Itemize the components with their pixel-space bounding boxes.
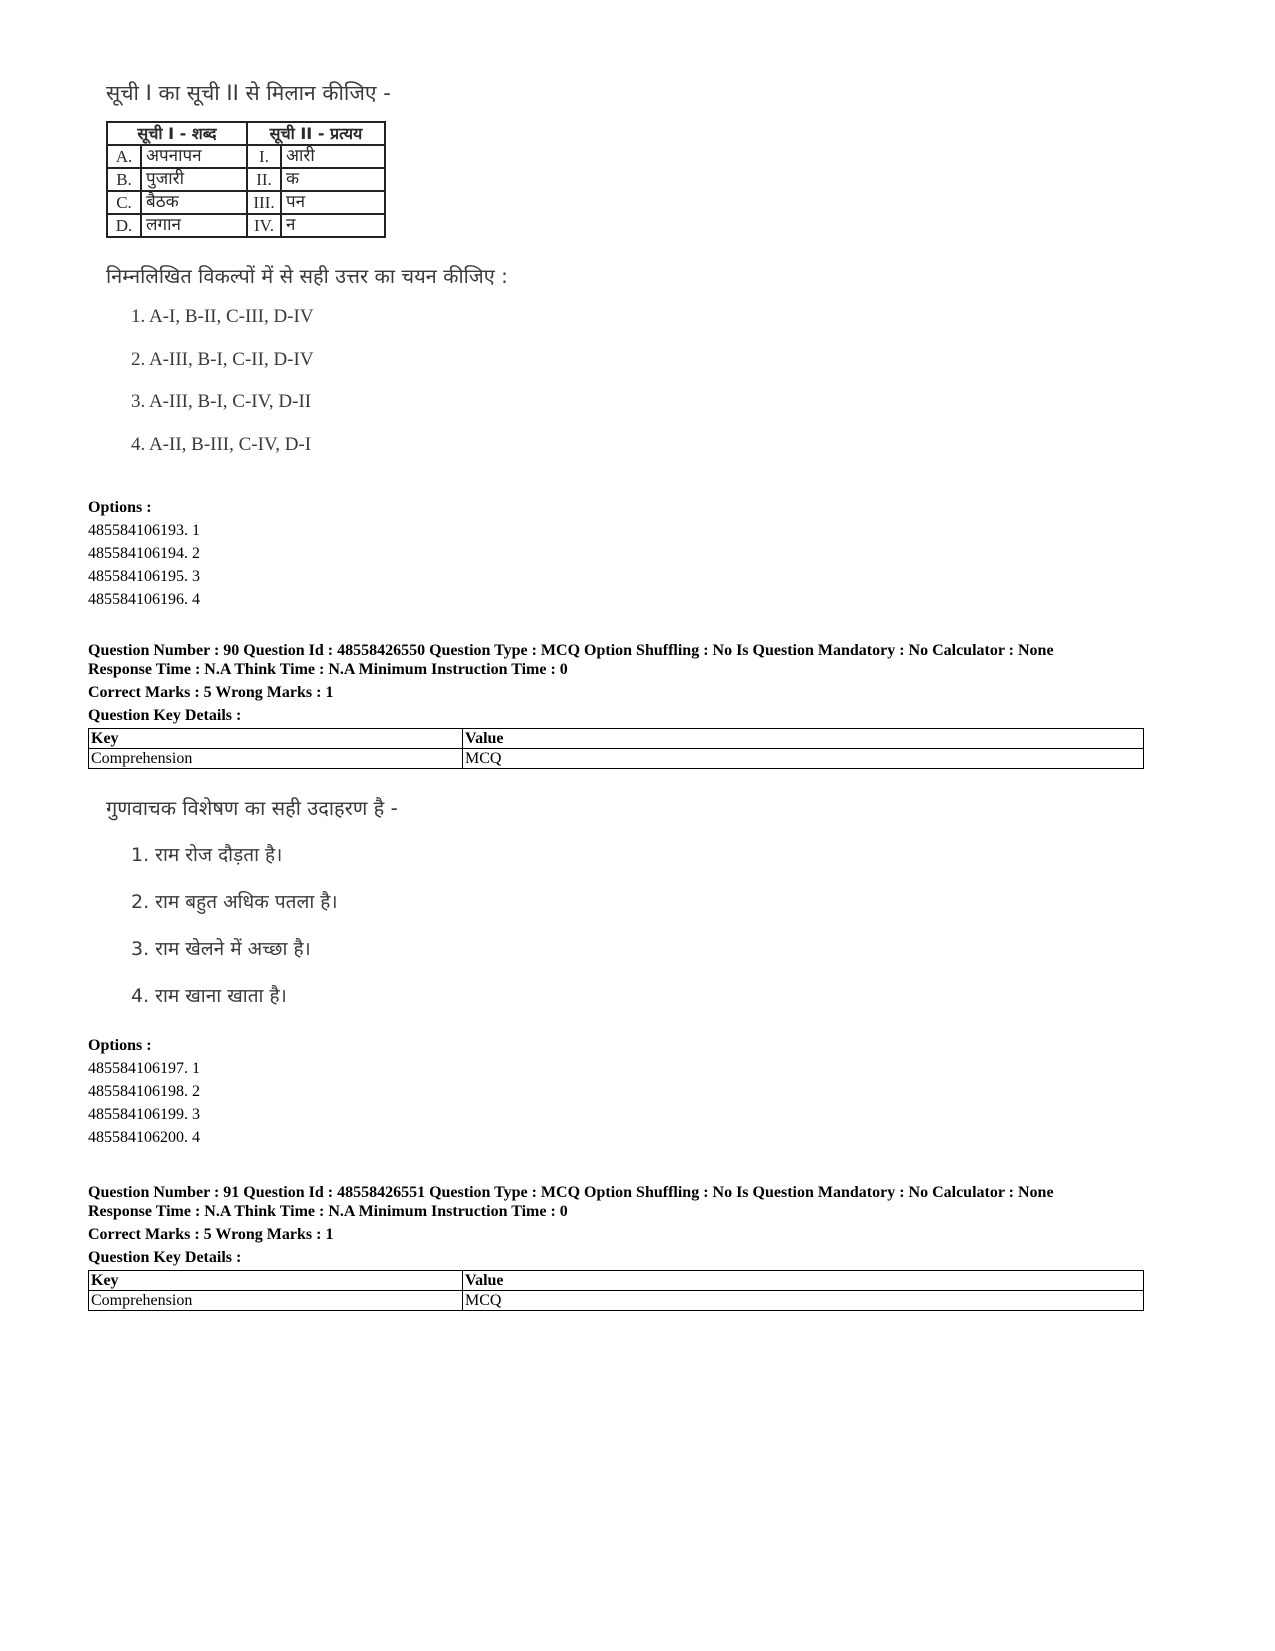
- q90-options-list: [88, 1057, 200, 1149]
- match-label: D.: [107, 214, 141, 237]
- q89-options-list: [88, 519, 200, 611]
- q89-match-table: [106, 121, 386, 238]
- kv-cell-value: MCQ: [463, 1291, 1144, 1311]
- match-suffix: न: [281, 214, 385, 237]
- match-label: II.: [247, 168, 281, 191]
- q90-stem: गुणवाचक विशेषण का सही उदाहरण है -: [106, 796, 398, 820]
- match-row: [107, 145, 385, 168]
- match-row: [107, 191, 385, 214]
- q90-choice-4: 4. राम खाना खाता है।: [131, 985, 287, 1007]
- match-word: पुजारी: [141, 168, 247, 191]
- q90-key-details-label: Question Key Details :: [88, 707, 242, 724]
- match-header-list2: सूची II - प्रत्यय: [247, 122, 385, 145]
- option-id: 485584106194. 2: [88, 545, 200, 562]
- kv-cell-key: Comprehension: [89, 1291, 463, 1311]
- q90-choice-1: 1. राम रोज दौड़ता है।: [131, 844, 283, 866]
- q91-key-table: [88, 1270, 1144, 1311]
- option-id: 485584106198. 2: [88, 1083, 200, 1100]
- match-suffix: पन: [281, 191, 385, 214]
- q90-key-table: [88, 728, 1144, 769]
- q89-choice-3: 3. A-III, B-I, C-IV, D-II: [131, 391, 312, 412]
- q91-marks: Correct Marks : 5 Wrong Marks : 1: [88, 1226, 334, 1243]
- q89-instruction: निम्नलिखित विकल्पों में से सही उत्तर का चयन कीजिए :: [106, 264, 508, 288]
- q91-key-details-label: Question Key Details :: [88, 1249, 242, 1266]
- q90-choice-3: 3. राम खेलने में अच्छा है।: [131, 938, 311, 960]
- q90-marks: Correct Marks : 5 Wrong Marks : 1: [88, 684, 334, 701]
- option-id: 485584106197. 1: [88, 1060, 200, 1077]
- q90-choice-2: 2. राम बहुत अधिक पतला है।: [131, 891, 338, 913]
- match-row: [107, 214, 385, 237]
- q91-meta-line1: Question Number : 91 Question Id : 48558426551 Question Type : MCQ Option Shuffling : No Is Question Mandatory : No Calculator : None: [88, 1184, 1054, 1201]
- q89-stem: सूची I का सूची II से मिलान कीजिए -: [106, 81, 391, 105]
- q89-options-label: Options :: [88, 499, 152, 516]
- match-label: A.: [107, 145, 141, 168]
- match-word: बैठक: [141, 191, 247, 214]
- match-label: IV.: [247, 214, 281, 237]
- option-id: 485584106193. 1: [88, 522, 200, 539]
- kv-header-key: Key: [89, 729, 463, 749]
- match-word: लगान: [141, 214, 247, 237]
- q89-choice-1: 1. A-I, B-II, C-III, D-IV: [131, 306, 314, 327]
- match-suffix: आरी: [281, 145, 385, 168]
- kv-header-value: Value: [463, 729, 1144, 749]
- q91-meta-line2: Response Time : N.A Think Time : N.A Minimum Instruction Time : 0: [88, 1203, 568, 1220]
- match-label: III.: [247, 191, 281, 214]
- match-label: B.: [107, 168, 141, 191]
- kv-header-key: Key: [89, 1271, 463, 1291]
- q89-choice-4: 4. A-II, B-III, C-IV, D-I: [131, 434, 312, 455]
- match-word: अपनापन: [141, 145, 247, 168]
- q89-choice-2: 2. A-III, B-I, C-II, D-IV: [131, 349, 314, 370]
- q90-options-label: Options :: [88, 1037, 152, 1054]
- q90-meta-line2: Response Time : N.A Think Time : N.A Minimum Instruction Time : 0: [88, 661, 568, 678]
- match-label: I.: [247, 145, 281, 168]
- match-label: C.: [107, 191, 141, 214]
- option-id: 485584106199. 3: [88, 1106, 200, 1123]
- match-suffix: क: [281, 168, 385, 191]
- match-header-list1: सूची I - शब्द: [107, 122, 247, 145]
- kv-cell-key: Comprehension: [89, 749, 463, 769]
- option-id: 485584106200. 4: [88, 1129, 200, 1146]
- match-row: [107, 168, 385, 191]
- kv-header-value: Value: [463, 1271, 1144, 1291]
- q90-meta-line1: Question Number : 90 Question Id : 48558426550 Question Type : MCQ Option Shuffling : No Is Question Mandatory : No Calculator : None: [88, 642, 1054, 659]
- kv-cell-value: MCQ: [463, 749, 1144, 769]
- option-id: 485584106195. 3: [88, 568, 200, 585]
- option-id: 485584106196. 4: [88, 591, 200, 608]
